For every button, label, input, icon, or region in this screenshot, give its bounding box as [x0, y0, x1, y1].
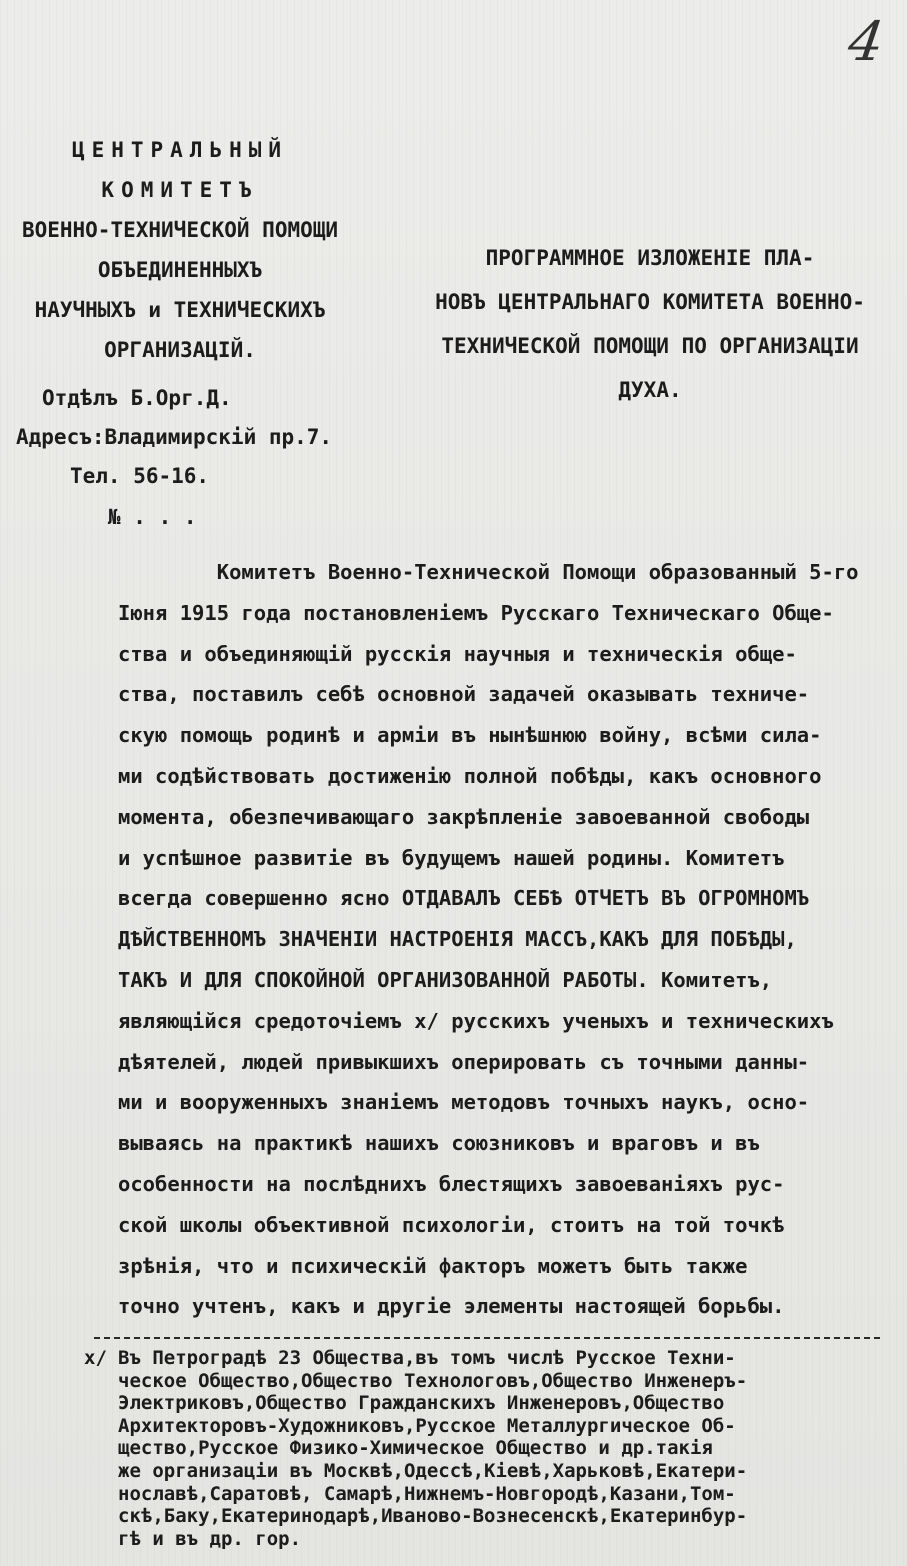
footnote-line: Въ Петроградѣ 23 Общества,въ томъ числѣ Русское Техни- — [118, 1347, 736, 1369]
body-line: скую помощь родинѣ и арміи въ нынѣшнюю войну, всѣми сила- — [118, 723, 822, 748]
footnote-line: Электриковъ,Общество Гражданскихъ Инженеровъ,Общество — [118, 1392, 725, 1415]
title-line: ДУХА. — [618, 378, 682, 402]
footnote-line: ческое Общество,Общество Технологовъ,Общество Инженеръ- — [118, 1369, 748, 1392]
letterhead-line: ЦЕНТРАЛЬНЫЙ — [71, 138, 289, 162]
letterhead-line: ОРГАНИЗАЦІЙ. — [104, 338, 256, 362]
body-line: ской школы объективной психологіи, стоитъ на той точкѣ — [118, 1212, 785, 1237]
title-line: НОВЪ ЦЕНТРАЛЬНАГО КОМИТЕТА ВОЕННО- — [435, 290, 865, 314]
footnote-line: же организаціи въ Москвѣ,Одессѣ,Кіевѣ,Харьковѣ,Екатери- — [118, 1459, 748, 1482]
body-line: особенности на послѣднихъ блестящихъ завоеваніяхъ рус- — [118, 1171, 785, 1196]
title-line: ТЕХНИЧЕСКОЙ ПОМОЩИ ПО ОРГАНИЗАЦІИ — [441, 334, 859, 358]
body-line: момента, обезпечивающаго закрѣпленіе завоеванной свободы — [118, 804, 810, 829]
footnote-divider — [94, 1337, 880, 1339]
body-line: вываясь на практикѣ нашихъ союзниковъ и враговъ и въ — [118, 1131, 760, 1156]
footnote-line: гѣ и въ др. гор. — [118, 1527, 302, 1550]
document-title — [410, 236, 890, 412]
letterhead-phone: Тел. 56-16. — [70, 464, 210, 488]
letterhead-line: НАУЧНЫХЪ и ТЕХНИЧЕСКИХЪ — [34, 298, 326, 322]
footnote-line: Архитекторовъ-Художниковъ,Русское Металлургическое Об- — [118, 1414, 736, 1437]
body-line: зрѣнія, что и психическій факторъ можетъ быть также — [118, 1253, 748, 1278]
footnote-line: скѣ,Баку,Екатеринодарѣ,Иваново-Вознесенскѣ,Екатеринбур- — [118, 1505, 748, 1528]
body-line: являющійся средоточіемъ х/ русскихъ ученыхъ и техническихъ — [118, 1008, 834, 1033]
footnote-line: нославѣ,Саратовѣ, Самарѣ,Нижнемъ-Новгородѣ,Казани,Том- — [118, 1482, 736, 1505]
body-line: Іюня 1915 года постановленіемъ Русскаго Техническаго Обще- — [118, 600, 834, 625]
letterhead — [0, 130, 360, 370]
page-number: 4 — [844, 10, 888, 73]
letterhead-line: ОБЪЕДИНЕННЫХЪ — [97, 258, 263, 282]
body-line: ства и объединяющій русскія научныя и техническія обще- — [118, 641, 797, 666]
body-text — [118, 552, 878, 1327]
letterhead-line: КОМИТЕТЪ — [101, 178, 259, 202]
letterhead-line: ВОЕННО-ТЕХНИЧЕСКОЙ ПОМОЩИ — [21, 218, 339, 242]
body-line: ми содѣйствовать достиженію полной побѣды, какъ основного — [118, 763, 822, 788]
letterhead-address: Адресъ:Владимирскій пр.7. — [16, 425, 333, 449]
body-line: ДѢЙСТВЕННОМЪ ЗНАЧЕНІИ НАСТРОЕНІЯ МАССЪ,КАКЪ ДЛЯ ПОБѢДЫ, — [118, 927, 797, 952]
body-line: точно учтенъ, какъ и другіе элементы настоящей борьбы. — [118, 1294, 785, 1319]
title-line: ПРОГРАММНОЕ ИЗЛОЖЕНІЕ ПЛА- — [485, 246, 815, 270]
footnote-line: щество,Русское Физико-Химическое Общество и др.такія — [118, 1437, 713, 1460]
body-line: ми и вооруженныхъ знаніемъ методовъ точныхъ наукъ, осно- — [118, 1090, 810, 1115]
footnote-mark: х/ — [84, 1347, 107, 1369]
letterhead-number: № . . . — [108, 505, 197, 529]
body-line: ТАКЪ И ДЛЯ СПОКОЙНОЙ ОРГАНИЗОВАННОЙ РАБОТЫ. Комитетъ, — [118, 967, 773, 992]
body-line: ства, поставилъ себѣ основной задачей оказывать техниче- — [118, 682, 810, 707]
body-line: и успѣшное развитіе въ будущемъ нашей родины. Комитетъ — [118, 845, 785, 870]
body-line: Комитетъ Военно-Технической Помощи образованный 5-го — [118, 560, 859, 584]
body-line: всегда совершенно ясно ОТДАВАЛЪ СЕБѢ ОТЧЕТЪ ВЪ ОГРОМНОМЪ — [118, 886, 810, 911]
body-line: дѣятелей, людей привыкшихъ оперировать съ точными данны- — [118, 1049, 810, 1074]
letterhead-department: Отдѣлъ Б.Орг.Д. — [42, 386, 232, 410]
